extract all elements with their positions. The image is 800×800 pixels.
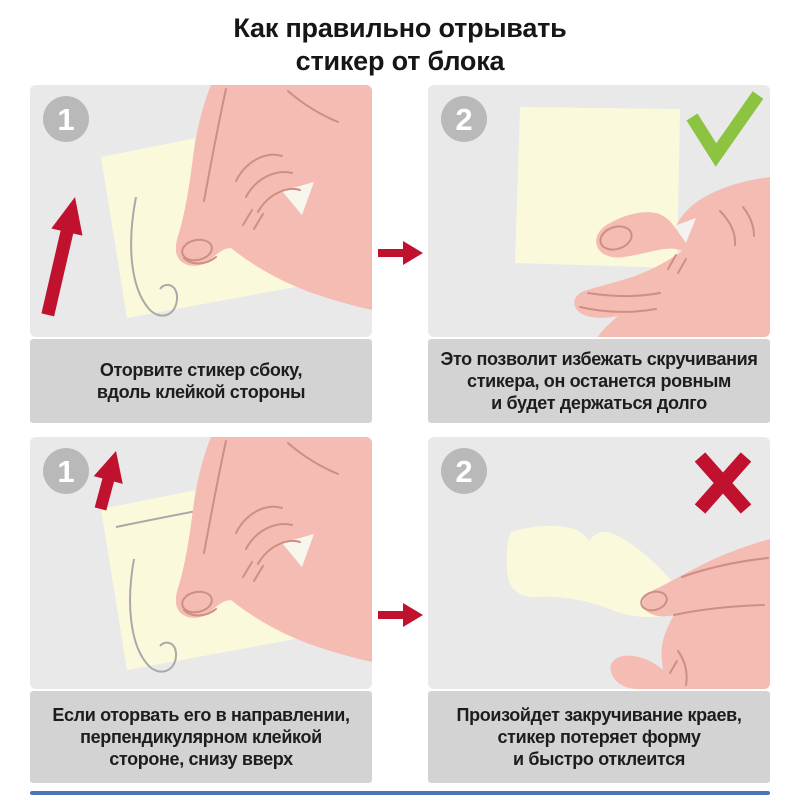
svg-text:1: 1 [57,454,75,489]
curled-sticker-illustration [428,437,770,689]
caption-line: и быстро отклеится [512,749,686,770]
cross-icon [700,457,746,509]
caption-line: Оторвите стикер сбоку, [99,359,303,380]
up-arrow-icon [86,447,131,513]
flat-sticker-illustration [428,85,770,337]
caption-line: вдоль клейкой стороны [96,382,306,402]
caption-line: Если оторвать его в направлении, [52,704,350,725]
panel-wrong-step-1 [30,437,372,783]
panel-correct-step-2-art [428,85,770,337]
caption-line: стикер потеряет форму [497,726,701,747]
caption-line: и будет держаться долго [491,393,707,414]
panel-correct-step-1-art [30,85,372,337]
tear-sideways-illustration [30,85,372,337]
panel-wrong-step-2-art [428,437,770,689]
tear-upward-illustration [30,437,372,689]
right-arrow-icon [376,600,424,630]
page-title [0,12,800,78]
panel-correct-step-1 [30,85,372,423]
right-arrow-icon [376,238,424,268]
page-title-line-1: Как правильно отрывать [233,13,567,43]
caption-correct-step-1 [30,339,372,423]
svg-text:2: 2 [455,102,473,137]
panel-wrong-step-1-art [30,437,372,689]
up-arrow-icon [32,193,90,318]
caption-line: Произойдет закручивание краев, [456,704,742,725]
svg-text:1: 1 [57,102,75,137]
step-number-badge [441,448,487,494]
caption-wrong-step-2 [428,691,770,783]
step-number-badge [43,448,89,494]
svg-text:2: 2 [455,454,473,489]
panel-correct-step-2 [428,85,770,423]
caption-line: перпендикулярном клейкой [80,726,322,747]
checkmark-icon [692,95,758,155]
caption-correct-step-2 [428,339,770,423]
step-number-badge [43,96,89,142]
caption-line: Это позволит избежать скручивания [440,348,758,369]
panel-wrong-step-2 [428,437,770,783]
step-number-badge [441,96,487,142]
caption-line: стороне, снизу вверх [109,749,293,770]
caption-line: стикера, он останется ровным [467,370,731,391]
footer-accent-line [30,791,770,795]
page-title-line-2: стикер от блока [295,45,505,76]
caption-wrong-step-1 [30,691,372,783]
